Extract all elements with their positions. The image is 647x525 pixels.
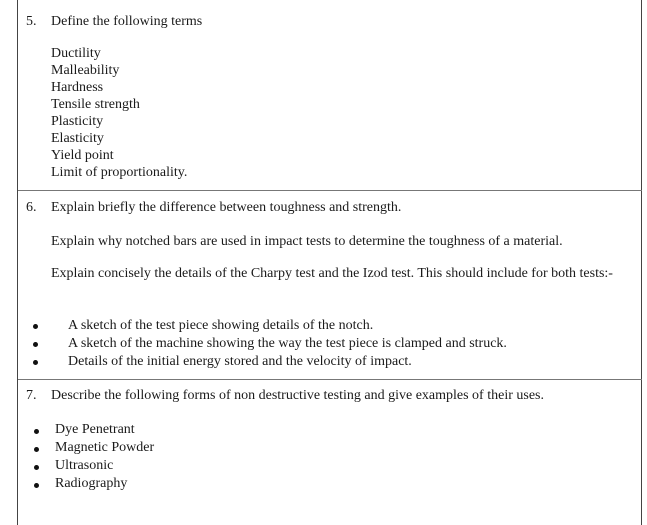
q5-term: Malleability xyxy=(51,63,120,78)
q7-prompt: Describe the following forms of non destructive testing and give examples of their uses. xyxy=(51,388,544,403)
q7-bullet-item: Dye Penetrant xyxy=(55,422,135,437)
q7-number: 7. xyxy=(26,388,37,403)
q5-term: Ductility xyxy=(51,46,101,61)
q5-term: Limit of proportionality. xyxy=(51,165,188,180)
section-divider xyxy=(18,190,642,191)
q7-bullet-item: Ultrasonic xyxy=(55,458,114,473)
q5-term: Yield point xyxy=(51,148,114,163)
q6-bullet-item: Details of the initial energy stored and the velocity of impact. xyxy=(68,354,412,369)
bullet-icon xyxy=(33,342,38,347)
q5-term: Hardness xyxy=(51,80,104,95)
q6-paragraph-notched-bars: Explain why notched bars are used in impact tests to determine the toughness of a material. xyxy=(51,234,563,249)
q7-bullet-item: Radiography xyxy=(55,476,128,491)
q6-number: 6. xyxy=(26,200,37,215)
q5-number: 5. xyxy=(26,14,37,29)
q5-prompt: Define the following terms xyxy=(51,14,203,29)
q7-bullet-item: Magnetic Powder xyxy=(55,440,155,455)
bullet-icon xyxy=(33,324,38,329)
q5-term: Plasticity xyxy=(51,114,104,129)
section-divider xyxy=(18,379,642,380)
bullet-icon xyxy=(34,429,39,434)
q5-term: Tensile strength xyxy=(51,97,140,112)
q6-bullet-item: A sketch of the test piece showing details of the notch. xyxy=(68,318,374,333)
bullet-icon xyxy=(34,447,39,452)
bullet-icon xyxy=(34,465,39,470)
q5-term: Elasticity xyxy=(51,131,104,146)
q6-bullet-item: A sketch of the machine showing the way the test piece is clamped and struck. xyxy=(68,336,507,351)
q6-paragraph-charpy-izod: Explain concisely the details of the Charpy test and the Izod test. This should include for both tests:- xyxy=(51,266,613,281)
bullet-icon xyxy=(34,483,39,488)
bullet-icon xyxy=(33,360,38,365)
q6-prompt: Explain briefly the difference between toughness and strength. xyxy=(51,200,402,215)
